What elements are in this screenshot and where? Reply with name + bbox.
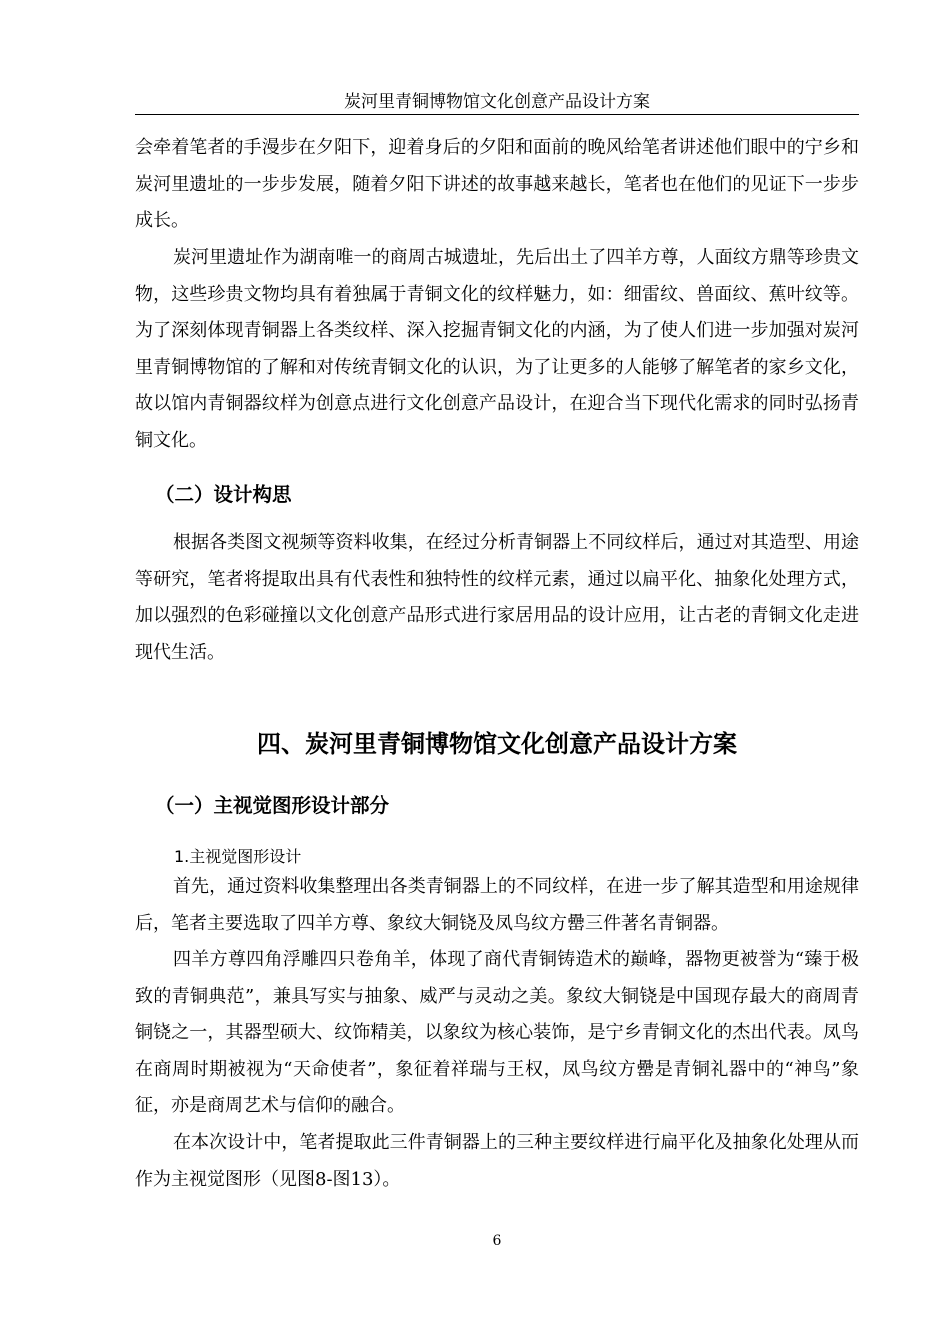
- running-header: 炭河里青铜博物馆文化创意产品设计方案: [344, 92, 650, 112]
- page-number: 6: [492, 1233, 502, 1249]
- section-heading-main-visual: （一）主视觉图形设计部分: [155, 794, 390, 817]
- paragraph-design-approach: 在本次设计中，笔者提取此三件青铜器上的三种主要纹样进行扁平化及抽象化处理从而作为主视觉图形（见图8-图13）。: [135, 1132, 859, 1190]
- paragraph-bronze-descriptions: 四羊方尊四角浮雕四只卷角羊，体现了商代青铜铸造术的巅峰，器物更被誉为“臻于极致的青铜典范”，兼具写实与抽象、威严与灵动之美。象纹大铜铙是中国现存最大的商周青铜铙之一，其器型硕大、纹饰精美，以象纹为核心装饰，是宁乡青铜文化的杰出代表。凤鸟在商周时期被视为“天命使者”，象征着祥瑞与王权，凤鸟纹方罍是青铜礼器中的“神鸟”象征，亦是商周艺术与信仰的融合。: [135, 949, 859, 1116]
- paragraph-continuation: 会牵着笔者的手漫步在夕阳下，迎着身后的夕阳和面前的晚风给笔者讲述他们眼中的宁乡和炭河里遗址的一步步发展，随着夕阳下讲述的故事越来越长，笔者也在他们的见证下一步步成长。: [135, 137, 859, 231]
- header-divider: [135, 114, 859, 115]
- section-heading-design-concept: （二）设计构思: [155, 483, 292, 506]
- chapter-heading: 四、炭河里青铜博物馆文化创意产品设计方案: [257, 730, 737, 758]
- paragraph-site-background: 炭河里遗址作为湖南唯一的商周古城遗址，先后出土了四羊方尊，人面纹方鼎等珍贵文物，这些珍贵文物均具有着独属于青铜文化的纹样魅力，如：细雷纹、兽面纹、蕉叶纹等。为了深刻体现青铜器上各类纹样、深入挖掘青铜文化的内涵，为了使人们进一步加强对炭河里青铜博物馆的了解和对传统青铜文化的认识，为了让更多的人能够了解笔者的家乡文化，故以馆内青铜器纹样为创意点进行文化创意产品设计，在迎合当下现代化需求的同时弘扬青铜文化。: [135, 247, 859, 451]
- paragraph-design-concept: 根据各类图文视频等资料收集，在经过分析青铜器上不同纹样后，通过对其造型、用途等研究，笔者将提取出具有代表性和独特性的纹样元素，通过以扁平化、抽象化处理方式，加以强烈的色彩碰撞以文化创意产品形式进行家居用品的设计应用，让古老的青铜文化走进现代生活。: [135, 532, 859, 663]
- subsection-heading-main-visual: 1.主视觉图形设计: [174, 847, 302, 866]
- paragraph-selection: 首先，通过资料收集整理出各类青铜器上的不同纹样，在进一步了解其造型和用途规律后，笔者主要选取了四羊方尊、象纹大铜铙及凤鸟纹方罍三件著名青铜器。: [135, 876, 859, 934]
